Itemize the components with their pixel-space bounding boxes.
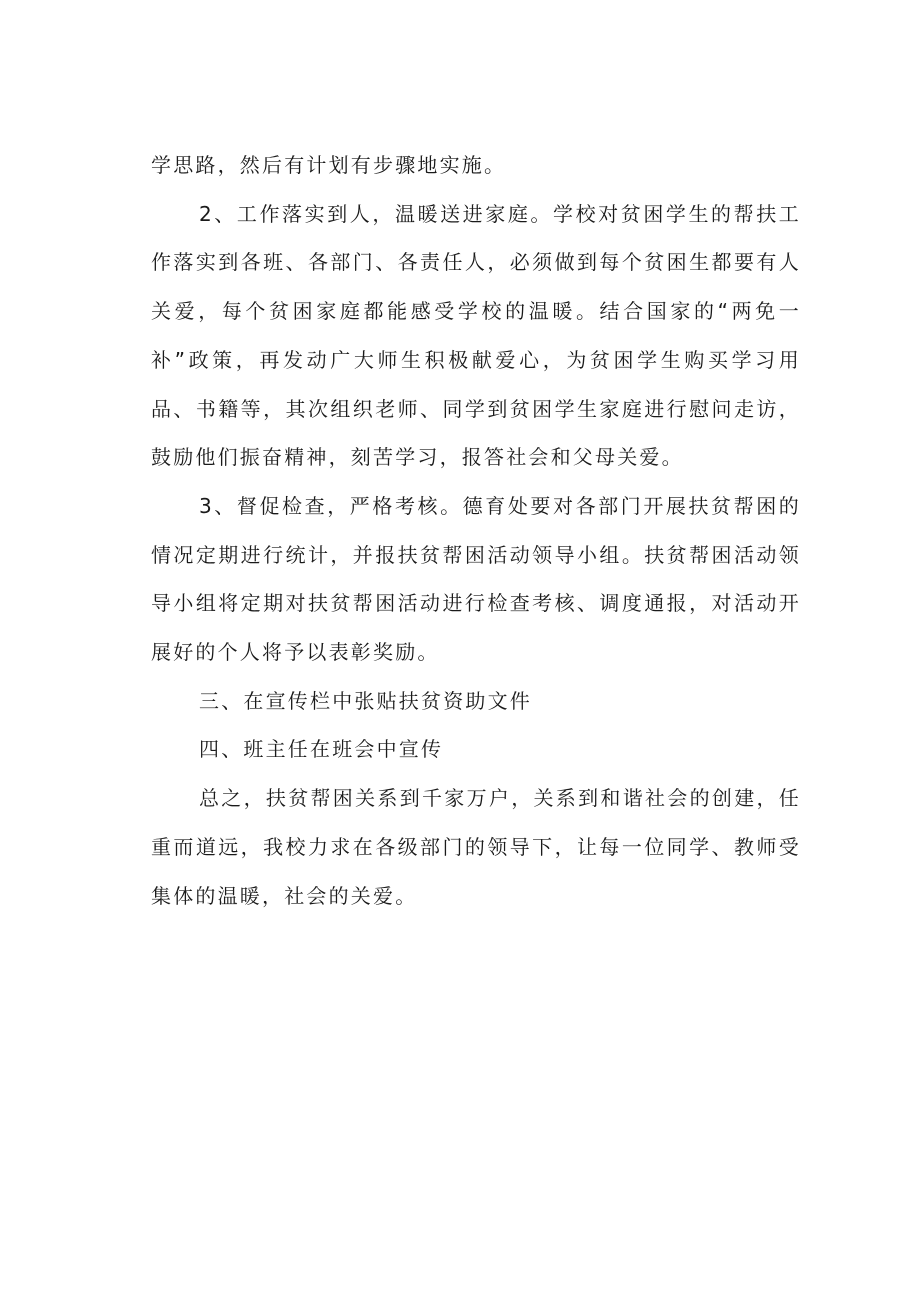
document-body — [151, 141, 801, 920]
paragraph-continuation: 学思路，然后有计划有步骤地实施。 — [151, 153, 507, 177]
paragraph-item-2: 2、工作落实到人，温暖送进家庭。学校对贫困学生的帮扶工作落实到各班、各部门、各责任人，必须做到每个贫困生都要有人关爱，每个贫困家庭都能感受学校的温暖。结合国家的“两免一补”政策，再发动广大师生积极献爱心，为贫困学生购买学习用品、书籍等，其次组织老师、同学到贫困学生家庭进行慰问走访，鼓励他们振奋精神，刻苦学习，报答社会和父母关爱。 — [151, 201, 801, 470]
paragraph-item-3: 3、督促检查，严格考核。德育处要对各部门开展扶贫帮困的情况定期进行统计，并报扶贫帮困活动领导小组。扶贫帮困活动领导小组将定期对扶贫帮困活动进行检查考核、调度通报，对活动开展好的个人将予以表彰奖励。 — [151, 493, 801, 665]
paragraph-conclusion: 总之，扶贫帮困关系到千家万户，关系到和谐社会的创建，任重而道远，我校力求在各级部门的领导下，让每一位同学、教师受集体的温暖，社会的关爱。 — [151, 786, 801, 908]
section-heading-3: 三、在宣传栏中张贴扶贫资助文件 — [199, 688, 532, 713]
section-heading-4: 四、班主任在班会中宣传 — [199, 737, 444, 762]
